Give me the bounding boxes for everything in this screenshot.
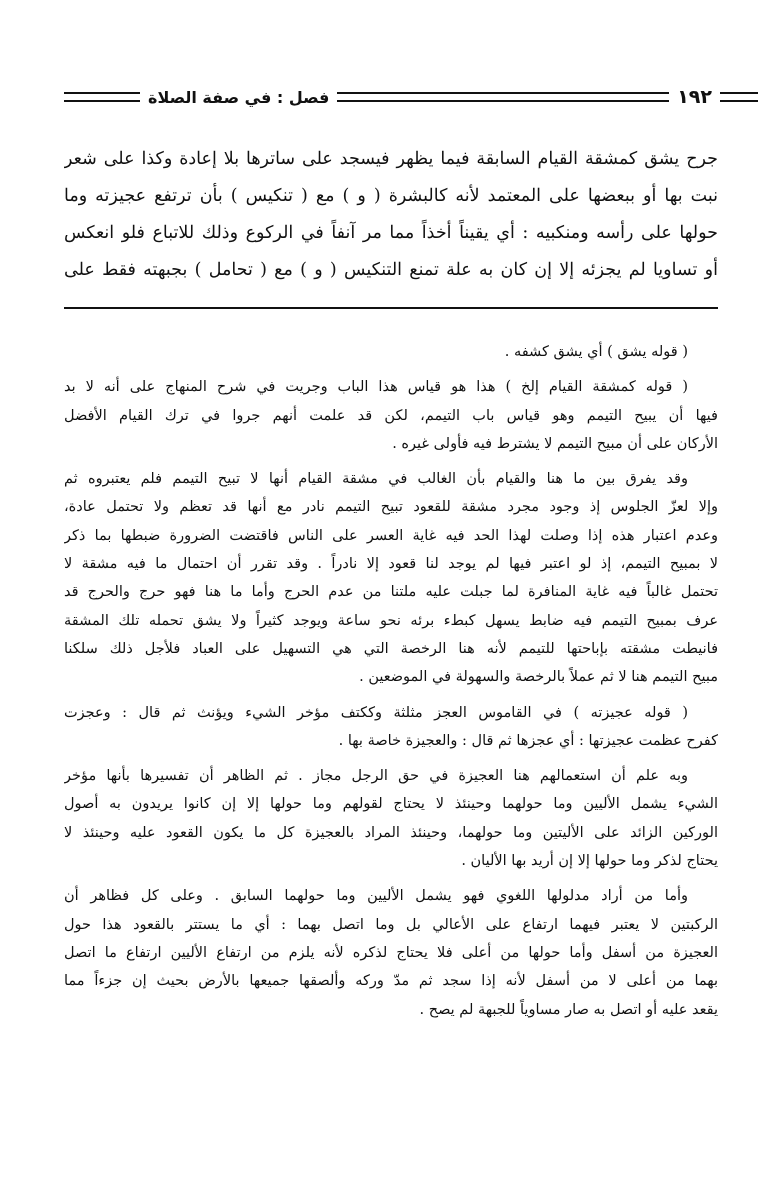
footnote-line: وعدم اعتبار هذه إذا وصلت لهذا الحد فيه غاية العسر على الناس فاقتضت الضرورة ضبطها بما ذكر bbox=[64, 527, 718, 544]
footnote-line: ( قوله عجيزته ) في القاموس العجز مثلثة وككتف مؤخر الشيء ويؤنث ثم قال : وعجزت bbox=[64, 704, 688, 721]
footnote-line: وقد يفرق بين ما هنا والقيام بأن الغالب في مشقة القيام أنها لا تبيح التيمم فلم يعتبروه ثم bbox=[64, 471, 688, 488]
footnote-line: الأركان على أن مبيح التيمم لا يشترط فيه فأولى غيره . bbox=[392, 435, 718, 452]
page-number: ١٩٢ bbox=[677, 86, 712, 108]
footnote-paragraph bbox=[64, 465, 718, 691]
footnote-line: فيها أن يبيح التيمم وهو قياس باب التيمم، لكن قد علمت أنهم جروا في ترك القيام الأفضل bbox=[64, 407, 718, 424]
footnote-line: فانيطت مشقته بإباحتها للتيمم لأنه هنا الرخصة التي هي التسهيل على العباد فلأجل ذلك سلكنا bbox=[64, 640, 718, 657]
footnote-line: الشيء يشمل الأليين وما حولهما وحينئذ لا يحتاج لقولهم وما حولها إلا إن كانوا يريدون به أصول bbox=[64, 796, 718, 813]
footnote-paragraph bbox=[64, 373, 718, 458]
footnote-line: الوركين الزائد على الأليتين وما حولهما، وحينئذ المراد بالعجيزة كل ما يكون القعود عليه وحينئذ لا bbox=[64, 824, 718, 841]
chapter-title: فصل : في صفة الصلاة bbox=[148, 87, 330, 107]
footnote-line: وإلا لعزّ الجلوس إذ وجود مجرد مشقة للقعود تبيح التيمم نادر مع أنها قد تعظم ولا تحتمل عادة، bbox=[64, 499, 718, 516]
footnote-paragraph bbox=[64, 338, 718, 366]
main-text bbox=[64, 141, 718, 289]
main-text-line: جرح يشق كمشقة القيام السابقة فيما يظهر فيسجد على ساترها بلا إعادة وكذا على شعر bbox=[64, 149, 718, 169]
footnote-separator bbox=[64, 307, 718, 309]
footnote-line: تحتمل غالباً فيه غاية المنافرة لما جبلت عليه ملتنا من عدم الحرج وأما ما هنا فهو حرج والحرج قد bbox=[64, 584, 718, 601]
main-text-line: نبت بها أو ببعضها على المعتمد لأنه كالبشرة ( و ) مع ( تنكيس ) بأن ترتفع عجيزته وما bbox=[64, 186, 718, 206]
main-text-line: أو تساويا لم يجزئه إلا إن كان به علة تمنع التنكيس ( و ) مع ( تحامل ) بجبهته فقط على bbox=[64, 260, 718, 280]
footnote-line: لا بمبيح التيمم، إذ لو اعتبر فيها لم يوجد لنا قعود إلا نادراً . وقد تقرر أن احتمال ما فيه مشقة لا bbox=[64, 556, 718, 573]
footnote-line: وبه علم أن استعمالهم هنا العجيزة في حق الرجل مجاز . ثم الظاهر أن تفسيرها بأنها مؤخر bbox=[64, 768, 688, 785]
header-rule bbox=[337, 92, 669, 102]
footnote-line: العجيزة من أسفل وأما حولها من أعلى فلا يحتاج لذكره لأنه يلزم من ارتفاع الأليين ارتفاع ما اتصل bbox=[64, 944, 718, 961]
footnote-line: الركبتين لا يعتبر فيهما ارتفاع على الأعالي بل وما اتصل بهما : أي ما يستتر بالقعود هذا حول bbox=[64, 916, 718, 933]
footnotes bbox=[64, 338, 718, 1031]
footnote-line: بهما من أعلى لا من أسفل لأنه إذا سجد ثم مدّ وركه وألصقها جميعها بالأرض بحيث إن جزءاً مما bbox=[64, 973, 718, 990]
footnote-line: عرف بمبيح التيمم فيه ضابط يسهل كبطء برئه نحو ساعة ويوجد كثيراً ولا يشق تحمله تلك المشقة bbox=[64, 612, 718, 629]
footnote-line: يحتاج لذكر وما حولها إلا إن أريد بها الأليان . bbox=[461, 853, 718, 870]
header-rule bbox=[720, 92, 758, 102]
header-rule bbox=[64, 92, 140, 102]
main-text-line: حولها على رأسه ومنكبيه : أي يقيناً أخذاً مما مر آنفاً في الركوع وذلك للاتباع فلو انعكس bbox=[64, 223, 718, 243]
footnote-line: كفرح عظمت عجيزتها : أي عجزها ثم قال : والعجيزة خاصة بها . bbox=[338, 732, 718, 749]
running-header bbox=[64, 84, 758, 110]
footnote-paragraph bbox=[64, 699, 718, 756]
footnote-paragraph bbox=[64, 762, 718, 875]
footnote-line: مبيح التيمم هنا لا ثم عملاً بالرخصة والسهولة في الموضعين . bbox=[359, 669, 718, 686]
footnote-line: ( قوله كمشقة القيام إلخ ) هذا هو قياس هذا الباب وجريت في شرح المنهاج على أنه لا بد bbox=[64, 379, 688, 396]
footnote-paragraph bbox=[64, 882, 718, 1023]
footnote-line: ( قوله يشق ) أي يشق كشفه . bbox=[504, 344, 688, 360]
footnote-line: وأما من أراد مدلولها اللغوي فهو يشمل الأليين وما حولهما السابق . وعلى كل فظاهر أن bbox=[64, 888, 688, 905]
footnote-line: يقعد عليه أو اتصل به صار مساوياً للجبهة لم يصح . bbox=[419, 1001, 718, 1018]
